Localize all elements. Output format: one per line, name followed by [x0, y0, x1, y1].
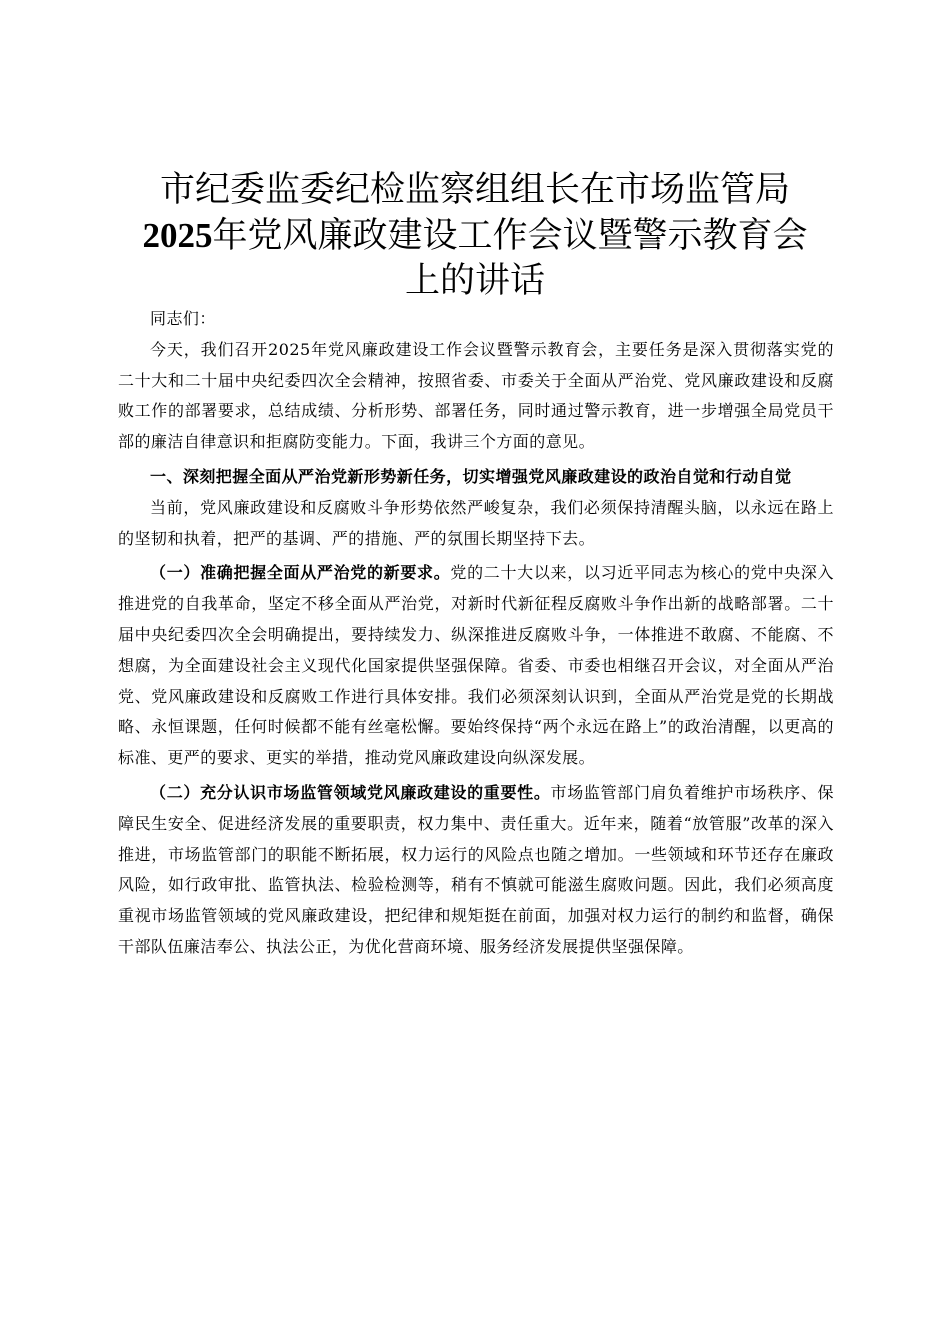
intro-paragraph: 今天，我们召开2025年党风廉政建设工作会议暨警示教育会，主要任务是深入贯彻落实党的二十大和二十届中央纪委四次全会精神，按照省委、市委关于全面从严治党、党风廉政建设和反腐败工作的部署要求，总结成绩、分析形势、部署任务，同时通过警示教育，进一步增强全局党员干部的廉洁自律意识和拒腐防变能力。下面，我讲三个方面的意见。	[118, 339, 834, 452]
section-1-paragraph: 当前，党风廉政建设和反腐败斗争形势依然严峻复杂，我们必须保持清醒头脑，以永远在路上的坚韧和执着，把严的基调、严的措施、严的氛围长期坚持下去。	[118, 497, 834, 548]
document-body	[118, 304, 834, 963]
subsection-2-text: 市场监管部门肩负着维护市场秩序、保障民生安全、促进经济发展的重要职责，权力集中、责任重大。近年来，随着“放管服”改革的深入推进，市场监管部门的职能不断拓展，权力运行的风险点也随之增加。一些领域和环节还存在廉政风险，如行政审批、监管执法、检验检测等，稍有不慎就可能滋生腐败问题。因此，我们必须高度重视市场监管领域的党风廉政建设，把纪律和规矩挺在前面，加强对权力运行的制约和监督，确保干部队伍廉洁奉公、执法公正，为优化营商环境、服务经济发展提供坚强保障。	[118, 782, 834, 956]
subsection-1-text: 党的二十大以来，以习近平同志为核心的党中央深入推进党的自我革命，坚定不移全面从严治党，对新时代新征程反腐败斗争作出新的战略部署。二十届中央纪委四次全会明确提出，要持续发力、纵深推进反腐败斗争，一体推进不敢腐、不能腐、不想腐，为全面建设社会主义现代化国家提供坚强保障。省委、市委也相继召开会议，对全面从严治党、党风廉政建设和反腐败工作进行具体安排。我们必须深刻认识到，全面从严治党是党的长期战略、永恒课题，任何时候都不能有丝毫松懈。要始终保持“两个永远在路上”的政治清醒，以更高的标准、更严的要求、更实的举措，推动党风廉政建设向纵深发展。	[118, 563, 834, 768]
title-line-2	[100, 213, 850, 259]
subsection-1-heading: （一）准确把握全面从严治党的新要求。	[150, 563, 451, 583]
title-line-2-text: 年党风廉政建设工作会议暨警示教育会	[212, 216, 808, 256]
document-title	[100, 168, 850, 304]
subsection-2-paragraph	[118, 778, 834, 963]
subsection-2-heading: （二）充分认识市场监管领域党风廉政建设的重要性。	[150, 782, 551, 802]
subsection-1-paragraph	[118, 558, 834, 774]
title-year: 2025	[142, 216, 213, 255]
salutation: 同志们：	[150, 309, 216, 328]
section-1-heading: 一、深刻把握全面从严治党新形势新任务，切实增强党风廉政建设的政治自觉和行动自觉	[150, 466, 792, 486]
title-line-3: 上的讲话	[404, 261, 545, 301]
title-line-1: 市纪委监委纪检监察组组长在市场监管局	[159, 170, 790, 210]
